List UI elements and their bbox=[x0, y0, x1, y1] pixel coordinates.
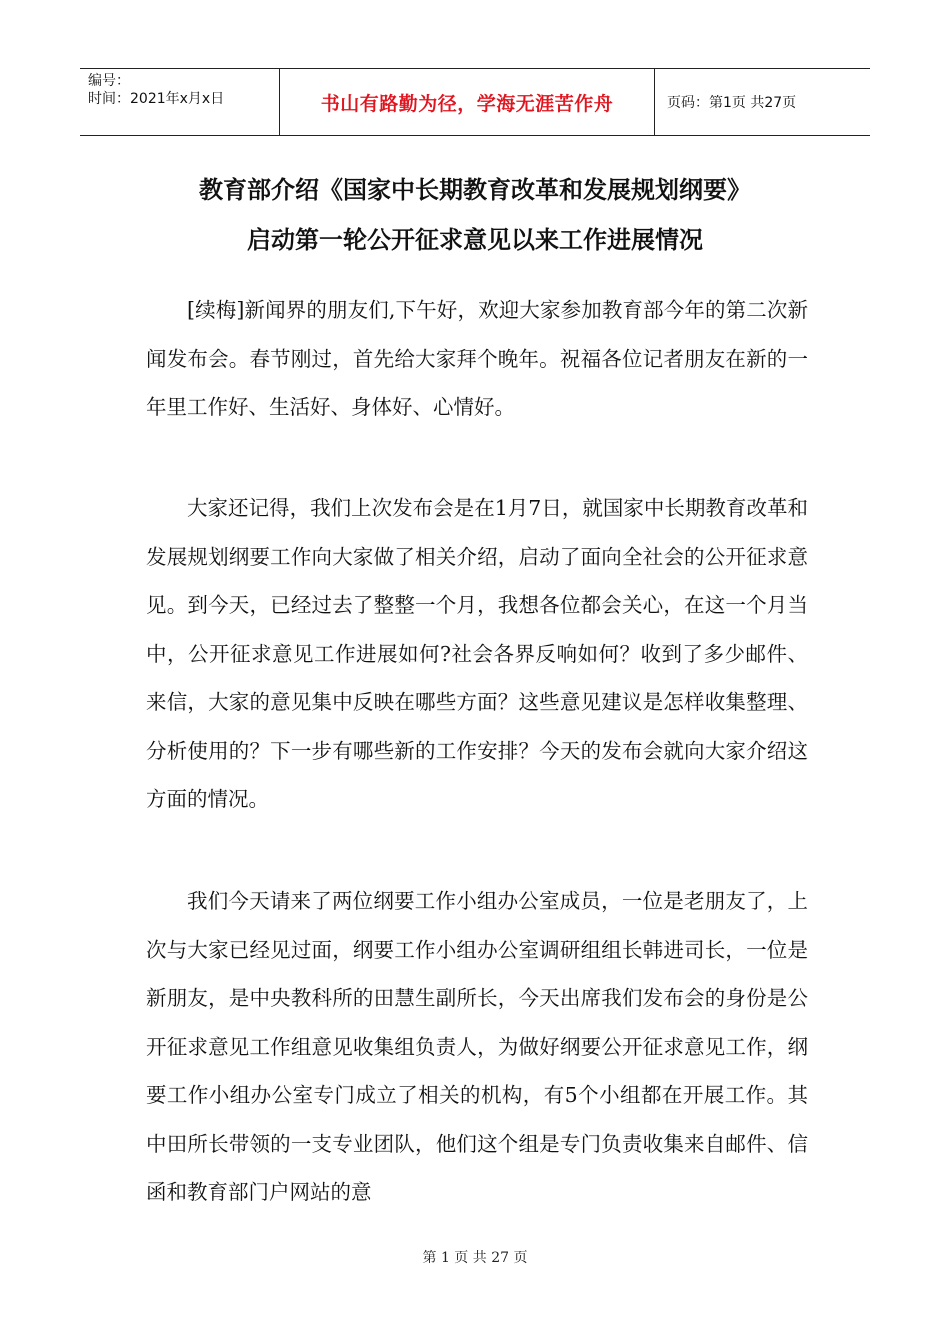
header-motto: 书山有路勤为径，学海无涯苦作舟 bbox=[320, 92, 614, 115]
page-footer: 第 1 页 共 27 页 bbox=[422, 1250, 528, 1266]
paragraph-2: 大家还记得，我们上次发布会是在1月7日，就国家中长期教育改革和发展规划纲要工作向大家做了相关介绍，启动了面向全社会的公开征求意见。到今天，已经过去了整整一个月，我想各位都会关心，在这一个月当中，公开征求意见工作进展如何?社会各界反响如何？收到了多少邮件、来信，大家的意见集中反映在哪些方面？这些意见建议是怎样收集整理、分析使用的？下一步有哪些新的工作安排？今天的发布会就向大家介绍这方面的情况。 bbox=[146, 496, 808, 811]
header-motto-cell bbox=[280, 69, 655, 135]
paragraph-1: [续梅]新闻界的朋友们,下午好，欢迎大家参加教育部今年的第二次新闻发布会。春节刚过，首先给大家拜个晚年。祝福各位记者朋友在新的一年里工作好、生活好、身体好、心情好。 bbox=[146, 298, 808, 419]
document-title-line-1: 教育部介绍《国家中长期教育改革和发展规划纲要》 bbox=[199, 176, 751, 204]
document-number-label: 编号： bbox=[88, 73, 130, 89]
document-title-line-2: 启动第一轮公开征求意见以来工作进展情况 bbox=[247, 226, 703, 254]
document-time-label: 时间：2021年x月x日 bbox=[88, 91, 225, 107]
page-header bbox=[80, 68, 870, 136]
header-meta bbox=[80, 69, 280, 135]
header-page-info: 页码：第1页 共27页 bbox=[667, 95, 797, 111]
paragraph-3: 我们今天请来了两位纲要工作小组办公室成员，一位是老朋友了，上次与大家已经见过面，纲要工作小组办公室调研组组长韩进司长，一位是新朋友，是中央教科所的田慧生副所长，今天出席我们发布会的身份是公开征求意见工作组意见收集组负责人，为做好纲要公开征求意见工作，纲要工作小组办公室专门成立了相关的机构，有5个小组都在开展工作。其中田所长带领的一支专业团队，他们这个组是专门负责收集来自邮件、信函和教育部门户网站的意 bbox=[146, 889, 808, 1204]
